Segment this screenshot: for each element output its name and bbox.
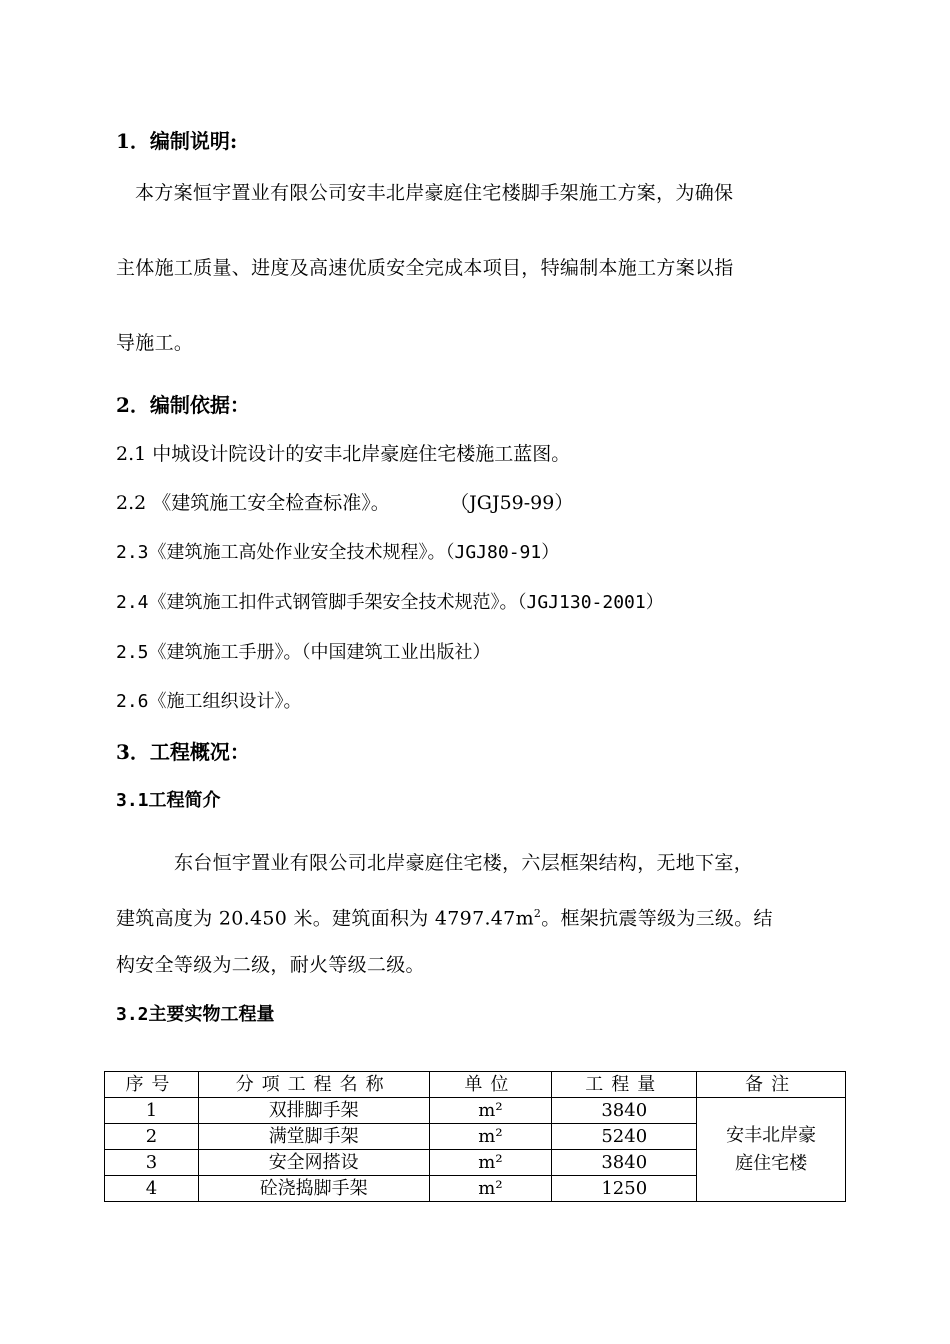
reference-item-2-6: 2.6《施工组织设计》。 — [116, 691, 302, 712]
cell-quantity: 3840 — [552, 1150, 697, 1176]
section-2-heading: 2．编制依据： — [116, 393, 250, 417]
reference-item-2-1: 2.1 中城设计院设计的安丰北岸豪庭住宅楼施工蓝图。 — [116, 443, 571, 465]
reference-item-2-2: 2.2 《建筑施工安全检查标准》。 （JGJ59-99） — [116, 492, 574, 514]
project-intro-line-2-rest: 。框架抗震等级为三级。结 — [541, 907, 773, 930]
quantities-table — [104, 1071, 846, 1202]
subsection-3-1-heading: 3.1工程简介 — [116, 790, 221, 811]
cell-quantity: 1250 — [552, 1176, 697, 1202]
header-remarks: 备注 — [697, 1072, 846, 1098]
cell-serial: 3 — [105, 1150, 199, 1176]
header-item-name: 分项工程名称 — [198, 1072, 429, 1098]
reference-item-2-5: 2.5《建筑施工手册》。（中国建筑工业出版社） — [116, 642, 491, 663]
cell-remarks — [697, 1098, 846, 1202]
header-unit: 单位 — [429, 1072, 552, 1098]
cell-unit: m² — [429, 1124, 552, 1150]
subsection-3-2-heading: 3.2主要实物工程量 — [116, 1004, 275, 1025]
cell-quantity: 5240 — [552, 1124, 697, 1150]
project-intro-line-2 — [116, 902, 773, 930]
cell-item-name: 满堂脚手架 — [198, 1124, 429, 1150]
cell-quantity: 3840 — [552, 1098, 697, 1124]
header-quantity: 工程量 — [552, 1072, 697, 1098]
section-1-paragraph-line-1: 本方案恒宇置业有限公司安丰北岸豪庭住宅楼脚手架施工方案，为确保 — [135, 182, 734, 204]
reference-item-2-4: 2.4《建筑施工扣件式钢管脚手架安全技术规范》。（JGJ130-2001） — [116, 592, 664, 613]
remarks-line-1: 安丰北岸豪 — [726, 1124, 817, 1146]
cell-serial: 1 — [105, 1098, 199, 1124]
remarks-line-2: 庭住宅楼 — [735, 1152, 808, 1174]
cell-item-name: 砼浇捣脚手架 — [198, 1176, 429, 1202]
reference-item-2-3: 2.3《建筑施工高处作业安全技术规程》。（JGJ80-91） — [116, 542, 560, 563]
section-1-paragraph-line-2: 主体施工质量、进度及高速优质安全完成本项目，特编制本施工方案以指 — [116, 257, 734, 279]
project-intro-line-3: 构安全等级为二级，耐火等级二级。 — [116, 954, 425, 976]
area-unit-superscript: 2 — [533, 907, 542, 920]
project-intro-line-2-text: 建筑高度为 20.450 米。建筑面积为 4797.47m — [116, 907, 534, 930]
header-serial: 序号 — [105, 1072, 199, 1098]
table-row — [105, 1098, 846, 1124]
section-3-heading: 3．工程概况： — [116, 740, 250, 764]
cell-unit: m² — [429, 1176, 552, 1202]
section-1-paragraph-line-3: 导施工。 — [116, 332, 194, 354]
section-1-heading: 1．编制说明: — [116, 129, 238, 153]
project-intro-line-1: 东台恒宇置业有限公司北岸豪庭住宅楼，六层框架结构，无地下室， — [174, 852, 754, 874]
cell-item-name: 安全网搭设 — [198, 1150, 429, 1176]
cell-serial: 2 — [105, 1124, 199, 1150]
cell-item-name: 双排脚手架 — [198, 1098, 429, 1124]
table-header-row — [105, 1072, 846, 1098]
cell-unit: m² — [429, 1098, 552, 1124]
cell-unit: m² — [429, 1150, 552, 1176]
cell-serial: 4 — [105, 1176, 199, 1202]
